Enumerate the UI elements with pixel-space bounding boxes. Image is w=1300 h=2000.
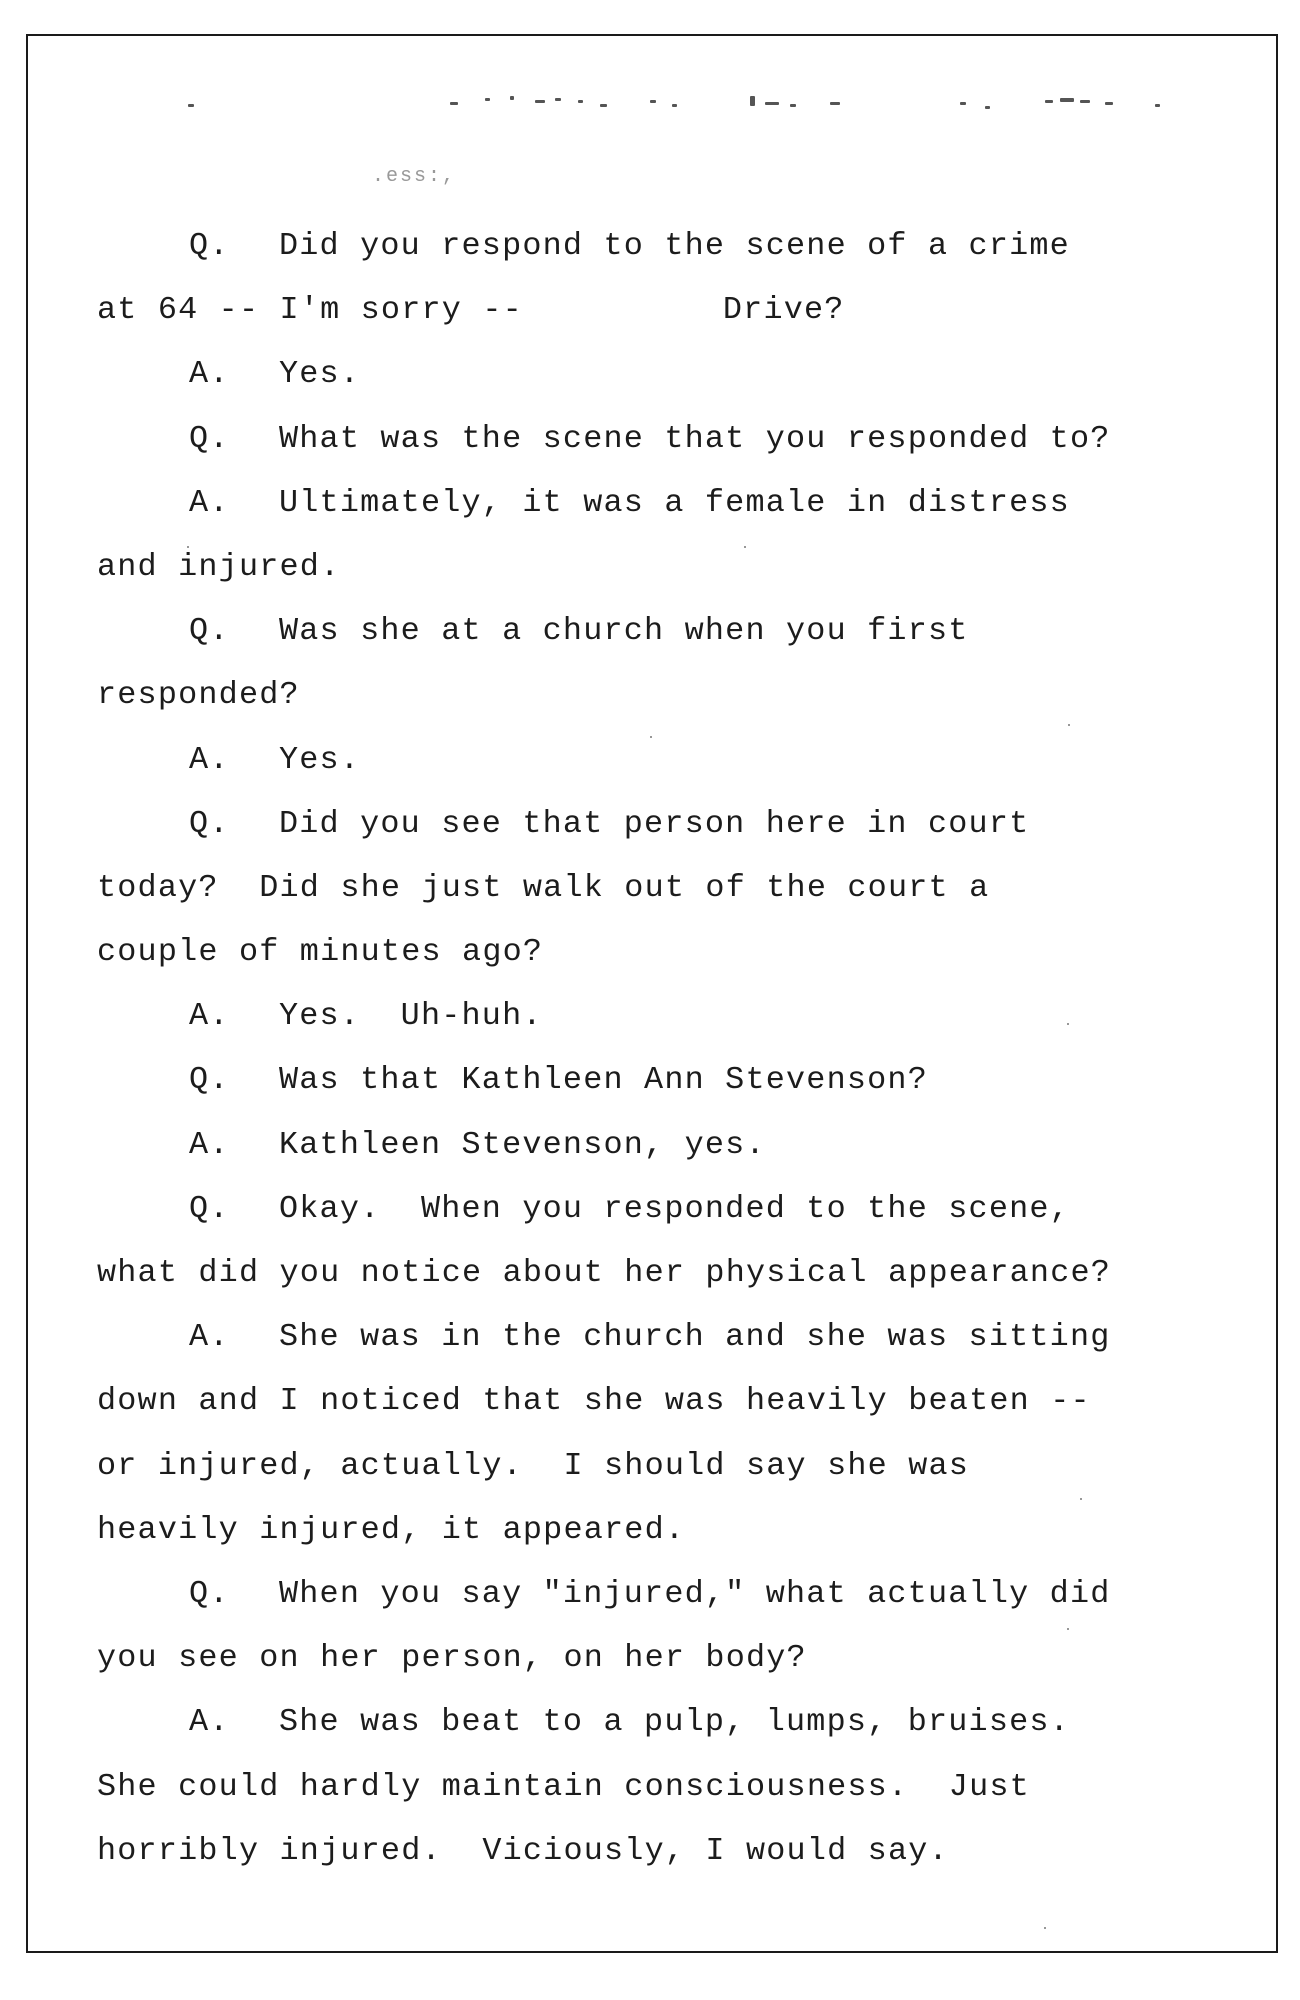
answer-marker: A. xyxy=(189,741,230,778)
transcript-line xyxy=(97,471,1227,535)
scan-speck xyxy=(1044,1927,1046,1929)
transcript-line xyxy=(97,1626,1227,1690)
line-text: couple of minutes ago? xyxy=(97,934,544,971)
line-text: and injured. xyxy=(97,548,341,585)
transcript-line xyxy=(97,1819,1227,1883)
transcript-line xyxy=(97,1305,1227,1369)
line-text: Kathleen Stevenson, yes. xyxy=(279,1126,766,1163)
answer-marker: A. xyxy=(189,1704,230,1741)
line-text: or injured, actually. I should say she was xyxy=(97,1447,970,1484)
line-text: down and I noticed that she was heavily beaten -- xyxy=(97,1383,1091,1420)
answer-marker: A. xyxy=(189,356,230,393)
transcript-line xyxy=(97,792,1227,856)
answer-marker: A. xyxy=(189,484,230,521)
transcript-line xyxy=(97,1113,1227,1177)
line-text: What was the scene that you responded to? xyxy=(279,420,1111,457)
transcript-line xyxy=(97,1755,1227,1819)
line-text: you see on her person, on her body? xyxy=(97,1640,807,1677)
transcript-line xyxy=(97,856,1227,920)
transcript-line xyxy=(97,599,1227,663)
question-marker: Q. xyxy=(189,613,230,650)
question-marker: Q. xyxy=(189,1575,230,1612)
line-text: She was beat to a pulp, lumps, bruises. xyxy=(279,1704,1070,1741)
line-text: what did you notice about her physical appearance? xyxy=(97,1255,1112,1291)
line-text: Did you respond to the scene of a crime xyxy=(279,228,1070,264)
line-text: Yes. Uh-huh. xyxy=(279,998,543,1035)
transcript-line xyxy=(97,1690,1227,1754)
transcript-line xyxy=(97,663,1227,727)
question-marker: Q. xyxy=(189,1190,230,1227)
transcript-line xyxy=(97,728,1227,792)
transcript-line xyxy=(97,1369,1227,1433)
degraded-header-line xyxy=(180,94,1180,124)
line-text: Was she at a church when you first xyxy=(279,613,969,650)
answer-marker: A. xyxy=(189,1319,230,1356)
line-text: She could hardly maintain consciousness. Just xyxy=(97,1768,1030,1805)
transcript-line xyxy=(97,1434,1227,1498)
question-marker: Q. xyxy=(189,805,230,842)
transcript-line xyxy=(97,1048,1227,1112)
transcript-line xyxy=(97,1177,1227,1241)
transcript-line xyxy=(97,1498,1227,1562)
line-text: Ultimately, it was a female in distress xyxy=(279,484,1070,521)
line-text-after-gap: Drive? xyxy=(722,292,845,329)
line-text: Yes. xyxy=(279,356,361,393)
line-text: Did you see that person here in court xyxy=(279,805,1030,842)
line-text: She was in the church and she was sitting xyxy=(279,1319,1111,1356)
transcript-line xyxy=(97,920,1227,984)
line-text: today? Did she just walk out of the court a xyxy=(97,869,990,906)
transcript-line xyxy=(97,984,1227,1048)
question-marker: Q. xyxy=(189,1062,230,1099)
transcript-line xyxy=(97,1562,1227,1626)
transcript-line xyxy=(97,278,1227,342)
question-marker: Q. xyxy=(189,420,230,457)
transcript-line xyxy=(97,1241,1227,1305)
line-text: Was that Kathleen Ann Stevenson? xyxy=(279,1062,928,1099)
transcript-line xyxy=(97,535,1227,599)
transcript-line xyxy=(97,342,1227,406)
line-text: at 64 -- I'm sorry -- xyxy=(97,292,523,329)
line-text: When you say "injured," what actually did xyxy=(279,1575,1111,1612)
line-text: horribly injured. Viciously, I would say. xyxy=(97,1832,949,1869)
answer-marker: A. xyxy=(189,998,230,1035)
question-marker: Q. xyxy=(189,228,230,264)
line-text: heavily injured, it appeared. xyxy=(97,1511,686,1548)
header-fragment: .ess:, xyxy=(372,165,457,188)
transcript-line xyxy=(97,214,1227,278)
answer-marker: A. xyxy=(189,1126,230,1163)
transcript-body xyxy=(97,214,1227,1883)
line-text: Okay. When you responded to the scene, xyxy=(279,1190,1070,1227)
line-text: responded? xyxy=(97,677,300,714)
transcript-line xyxy=(97,407,1227,471)
line-text: Yes. xyxy=(279,741,361,778)
